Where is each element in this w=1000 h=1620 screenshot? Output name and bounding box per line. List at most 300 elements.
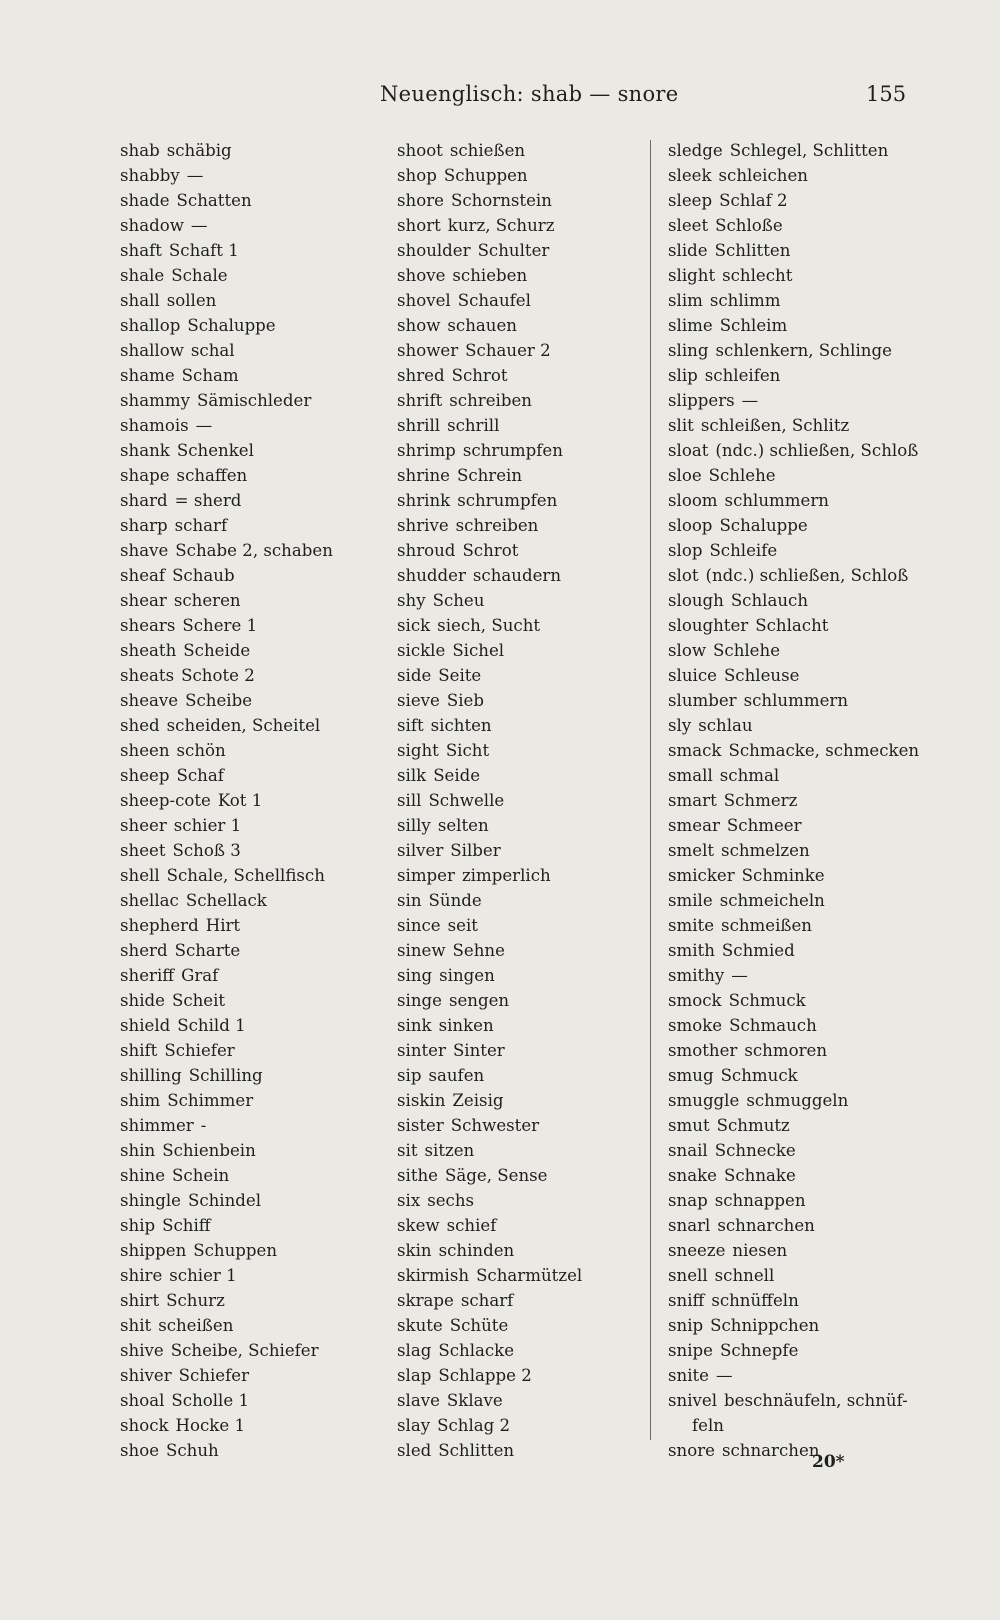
entry-translation: Schüte: [449, 1316, 509, 1335]
entry-translation: Hocke 1: [175, 1416, 246, 1435]
entry-headword: sheave: [120, 691, 179, 710]
entry-translation: schnarchen: [721, 1441, 820, 1460]
entry-translation: = sherd: [174, 491, 242, 510]
dictionary-entry: [120, 863, 380, 888]
dictionary-entry: [668, 138, 938, 163]
entry-translation: Schild 1: [177, 1016, 246, 1035]
entry-translation: Sehne: [452, 941, 505, 960]
entry-translation: schlummern: [743, 691, 849, 710]
dictionary-entry: [668, 188, 938, 213]
dictionary-entry: [397, 988, 642, 1013]
entry-headword: sleek: [668, 166, 712, 185]
entry-translation: schleißen, Schlitz: [700, 416, 850, 435]
dictionary-entry: [397, 1263, 642, 1288]
entry-translation: beschnäufeln, schnüf-: [724, 1391, 908, 1410]
entry-translation: Scheu: [432, 591, 485, 610]
entry-headword: simper: [397, 866, 455, 885]
entry-headword: shard: [120, 491, 168, 510]
entry-translation: sitzen: [424, 1141, 475, 1160]
entry-headword: sheep-cote: [120, 791, 211, 810]
entry-translation: schnüffeln: [711, 1291, 799, 1310]
dictionary-entry: [397, 413, 642, 438]
dictionary-entry: [397, 1313, 642, 1338]
entry-translation: (ndc.) schließen, Schloß: [705, 566, 909, 585]
dictionary-entry: [120, 288, 380, 313]
entry-headword: sherd: [120, 941, 168, 960]
dictionary-entry: [668, 488, 938, 513]
dictionary-entry: [668, 438, 938, 463]
entry-headword: shear: [120, 591, 167, 610]
dictionary-entry: [668, 1438, 938, 1463]
entry-headword: smile: [668, 891, 713, 910]
dictionary-entry: [397, 338, 642, 363]
entry-headword: sharp: [120, 516, 168, 535]
dictionary-entry: [397, 963, 642, 988]
entry-headword: shabby: [120, 166, 180, 185]
entry-headword: shell: [120, 866, 160, 885]
entry-headword: snarl: [668, 1216, 711, 1235]
entry-headword: shank: [120, 441, 170, 460]
entry-headword: sloom: [668, 491, 718, 510]
dictionary-entry: [120, 513, 380, 538]
entry-continuation: feln: [692, 1416, 724, 1435]
entry-headword: slave: [397, 1391, 440, 1410]
entry-headword: show: [397, 316, 441, 335]
dictionary-entry: [120, 363, 380, 388]
entry-translation: scheren: [173, 591, 241, 610]
entry-translation: Schmerz: [723, 791, 798, 810]
entry-headword: snake: [668, 1166, 717, 1185]
entry-headword: shimmer: [120, 1116, 194, 1135]
entry-translation: Hirt: [205, 916, 241, 935]
dictionary-entry: [120, 1263, 380, 1288]
dictionary-entry: [397, 938, 642, 963]
entry-translation: Sämischleder: [196, 391, 312, 410]
dictionary-entry: [397, 1188, 642, 1213]
entry-headword: smart: [668, 791, 717, 810]
entry-headword: sloe: [668, 466, 702, 485]
entry-translation: singen: [439, 966, 495, 985]
entry-headword: sithe: [397, 1166, 438, 1185]
dictionary-entry: [668, 613, 938, 638]
entry-headword: sheer: [120, 816, 167, 835]
entry-translation: schier 1: [173, 816, 242, 835]
entry-translation: saufen: [428, 1066, 485, 1085]
dictionary-entry: [120, 463, 380, 488]
entry-translation: Sklave: [446, 1391, 503, 1410]
entry-translation: Schleim: [719, 316, 788, 335]
entry-headword: sheen: [120, 741, 170, 760]
dictionary-entry: [397, 738, 642, 763]
entry-headword: snail: [668, 1141, 708, 1160]
entry-translation: Schaluppe: [719, 516, 808, 535]
entry-translation: schier 1: [169, 1266, 237, 1285]
entry-translation: Sichel: [452, 641, 505, 660]
dictionary-entry: [397, 1138, 642, 1163]
entry-headword: sister: [397, 1116, 444, 1135]
entry-headword: slide: [668, 241, 708, 260]
entry-translation: Schurz: [166, 1291, 225, 1310]
entry-headword: slot: [668, 566, 699, 585]
dictionary-entry: [120, 163, 380, 188]
entry-headword: sleep: [668, 191, 713, 210]
dictionary-entry: [120, 1113, 380, 1138]
dictionary-entry: [120, 938, 380, 963]
entry-headword: shop: [397, 166, 437, 185]
page-header-title: Neuenglisch: shab — snore: [380, 82, 679, 106]
entry-translation: schrumpfen: [462, 441, 563, 460]
entry-headword: smock: [668, 991, 722, 1010]
dictionary-entry: [397, 863, 642, 888]
entry-headword: silver: [397, 841, 444, 860]
entry-headword: skew: [397, 1216, 440, 1235]
entry-headword: six: [397, 1191, 421, 1210]
entry-headword: shape: [120, 466, 170, 485]
dictionary-entry: [397, 538, 642, 563]
dictionary-entry: [120, 1138, 380, 1163]
dictionary-entry: [120, 388, 380, 413]
entry-headword: smelt: [668, 841, 715, 860]
entry-translation: Kot 1: [217, 791, 263, 810]
column-1: [120, 138, 380, 1463]
entry-translation: Schlehe: [708, 466, 776, 485]
entry-headword: sling: [668, 341, 709, 360]
entry-translation: Schiefer: [178, 1366, 250, 1385]
entry-translation: kurz, Schurz: [447, 216, 555, 235]
entry-translation: Graf: [181, 966, 219, 985]
dictionary-entry: [397, 1288, 642, 1313]
dictionary-entry: [397, 163, 642, 188]
dictionary-entry: [397, 288, 642, 313]
dictionary-entry: [668, 688, 938, 713]
entry-translation: Schaluppe: [187, 316, 276, 335]
entry-headword: snore: [668, 1441, 715, 1460]
entry-translation: schreiben: [449, 391, 532, 410]
entry-translation: schlecht: [722, 266, 793, 285]
entry-headword: shippen: [120, 1241, 187, 1260]
dictionary-entry: [397, 513, 642, 538]
dictionary-entry: [668, 1263, 938, 1288]
entry-headword: sinter: [397, 1041, 446, 1060]
dictionary-entry: [120, 1188, 380, 1213]
entry-translation: scharf: [460, 1291, 514, 1310]
dictionary-entry: [668, 1363, 938, 1388]
dictionary-entry: [397, 1013, 642, 1038]
entry-translation: Schaf: [176, 766, 224, 785]
dictionary-entry: [120, 838, 380, 863]
dictionary-entry: [668, 388, 938, 413]
entry-headword: skirmish: [397, 1266, 470, 1285]
entry-headword: smithy: [668, 966, 725, 985]
entry-translation: —: [190, 216, 208, 235]
entry-headword: snap: [668, 1191, 708, 1210]
entry-headword: shame: [120, 366, 175, 385]
entry-headword: siskin: [397, 1091, 446, 1110]
entry-translation: Schuh: [166, 1441, 219, 1460]
entry-translation: Scham: [181, 366, 239, 385]
entry-headword: shift: [120, 1041, 158, 1060]
dictionary-entry: [668, 763, 938, 788]
entry-headword: slippers: [668, 391, 735, 410]
entry-headword: sloat: [668, 441, 709, 460]
entry-translation: Zeisig: [452, 1091, 504, 1110]
entry-headword: short: [397, 216, 441, 235]
entry-headword: shab: [120, 141, 160, 160]
entry-headword: snell: [668, 1266, 708, 1285]
entry-headword: shepherd: [120, 916, 199, 935]
entry-translation: Schrot: [462, 541, 519, 560]
dictionary-entry: [120, 1163, 380, 1188]
dictionary-entry: [120, 663, 380, 688]
dictionary-entry: [120, 1038, 380, 1063]
dictionary-entry: [668, 1038, 938, 1063]
dictionary-entry: [397, 238, 642, 263]
dictionary-entry: [397, 1213, 642, 1238]
dictionary-entry: [668, 1388, 938, 1413]
dictionary-entry: [397, 813, 642, 838]
dictionary-entry: [397, 263, 642, 288]
dictionary-entry: [120, 1238, 380, 1263]
entry-headword: smear: [668, 816, 720, 835]
entry-translation: Schminke: [741, 866, 825, 885]
dictionary-entry: [668, 313, 938, 338]
dictionary-entry: [397, 763, 642, 788]
entry-translation: Schiefer: [164, 1041, 235, 1060]
dictionary-entry: [397, 638, 642, 663]
entry-translation: Sünde: [428, 891, 482, 910]
dictionary-entry: [120, 588, 380, 613]
entry-headword: smith: [668, 941, 715, 960]
entry-headword: sit: [397, 1141, 418, 1160]
entry-translation: niesen: [732, 1241, 788, 1260]
dictionary-entry: [120, 438, 380, 463]
entry-translation: Schrein: [456, 466, 523, 485]
entry-translation: Schaub: [172, 566, 235, 585]
column-3: [668, 138, 938, 1463]
entry-headword: slap: [397, 1366, 432, 1385]
entry-translation: sinken: [438, 1016, 494, 1035]
dictionary-entry: [668, 913, 938, 938]
entry-translation: schal: [190, 341, 235, 360]
dictionary-entry: [668, 813, 938, 838]
entry-headword: sheaf: [120, 566, 166, 585]
signature-mark: 20*: [812, 1452, 845, 1472]
dictionary-entry: [668, 988, 938, 1013]
dictionary-entry: [668, 888, 938, 913]
dictionary-entry: [397, 363, 642, 388]
entry-translation: schaffen: [176, 466, 248, 485]
entry-headword: sinew: [397, 941, 446, 960]
entry-translation: Schmied: [721, 941, 795, 960]
entry-headword: sleet: [668, 216, 709, 235]
entry-headword: shammy: [120, 391, 190, 410]
entry-headword: shave: [120, 541, 169, 560]
entry-translation: Schornstein: [450, 191, 552, 210]
dictionary-entry: [668, 538, 938, 563]
dictionary-entry: [120, 413, 380, 438]
entry-headword: slim: [668, 291, 703, 310]
entry-translation: Schlacke: [438, 1341, 515, 1360]
entry-headword: sing: [397, 966, 433, 985]
entry-headword: smoke: [668, 1016, 723, 1035]
entry-headword: sill: [397, 791, 422, 810]
entry-translation: —: [716, 1366, 733, 1385]
dictionary-entry: [668, 288, 938, 313]
entry-translation: Schrot: [451, 366, 508, 385]
dictionary-entry: [120, 613, 380, 638]
dictionary-entry: [668, 1288, 938, 1313]
dictionary-entry: [120, 538, 380, 563]
entry-headword: slag: [397, 1341, 432, 1360]
entry-translation: scheißen: [158, 1316, 234, 1335]
dictionary-entry: [397, 313, 642, 338]
entry-headword: shrift: [397, 391, 443, 410]
dictionary-entry: [120, 1413, 380, 1438]
entry-headword: shroud: [397, 541, 456, 560]
entry-headword: shoe: [120, 1441, 160, 1460]
entry-headword: sickle: [397, 641, 446, 660]
entry-headword: shovel: [397, 291, 451, 310]
entry-headword: small: [668, 766, 713, 785]
column-divider: [650, 140, 651, 1440]
dictionary-entry: [397, 488, 642, 513]
entry-translation: Schmeer: [726, 816, 802, 835]
entry-headword: shower: [397, 341, 459, 360]
dictionary-entry: [397, 1388, 642, 1413]
dictionary-entry: [120, 1388, 380, 1413]
entry-translation: Sinter: [452, 1041, 505, 1060]
dictionary-entry: [668, 1313, 938, 1338]
entry-headword: shield: [120, 1016, 171, 1035]
dictionary-entry: [120, 338, 380, 363]
entry-headword: shin: [120, 1141, 156, 1160]
entry-headword: snip: [668, 1316, 704, 1335]
entry-translation: Schleuse: [723, 666, 800, 685]
entry-headword: shellac: [120, 891, 179, 910]
entry-headword: shive: [120, 1341, 164, 1360]
entry-headword: slay: [397, 1416, 431, 1435]
dictionary-entry: [120, 1063, 380, 1088]
entry-translation: Schaft 1: [168, 241, 239, 260]
entry-headword: sheep: [120, 766, 170, 785]
dictionary-entry: [120, 1438, 380, 1463]
dictionary-entry: [668, 738, 938, 763]
entry-headword: shiver: [120, 1366, 172, 1385]
entry-headword: slow: [668, 641, 707, 660]
entry-headword: snipe: [668, 1341, 713, 1360]
dictionary-entry: [668, 713, 938, 738]
entry-translation: Schuppen: [443, 166, 528, 185]
entry-headword: snivel: [668, 1391, 718, 1410]
dictionary-entry: [397, 438, 642, 463]
entry-translation: schnappen: [714, 1191, 806, 1210]
dictionary-entry: [668, 413, 938, 438]
dictionary-entry: [397, 1413, 642, 1438]
entry-headword: smug: [668, 1066, 714, 1085]
entry-headword: slough: [668, 591, 724, 610]
dictionary-entry: [397, 838, 642, 863]
entry-translation: Schoß 3: [172, 841, 241, 860]
entry-headword: sheriff: [120, 966, 175, 985]
entry-translation: Schere 1: [182, 616, 258, 635]
dictionary-entry: [397, 1163, 642, 1188]
entry-headword: smite: [668, 916, 715, 935]
dictionary-entry: [668, 563, 938, 588]
entry-translation: schnell: [714, 1266, 775, 1285]
entry-headword: shall: [120, 291, 160, 310]
entry-headword: side: [397, 666, 432, 685]
dictionary-entry: [120, 963, 380, 988]
dictionary-entry: [668, 838, 938, 863]
dictionary-entry: [120, 1313, 380, 1338]
entry-headword: shy: [397, 591, 426, 610]
entry-headword: slop: [668, 541, 703, 560]
entry-headword: sloop: [668, 516, 713, 535]
dictionary-entry: [668, 1088, 938, 1113]
entry-headword: silly: [397, 816, 431, 835]
entry-translation: Scheibe: [185, 691, 253, 710]
entry-headword: shrimp: [397, 441, 456, 460]
entry-translation: schmal: [719, 766, 780, 785]
dictionary-entry: [668, 938, 938, 963]
dictionary-entry: [120, 1363, 380, 1388]
entry-translation: scharf: [174, 516, 228, 535]
entry-headword: sniff: [668, 1291, 705, 1310]
entry-translation: Schwester: [450, 1116, 540, 1135]
dictionary-entry: [397, 1338, 642, 1363]
dictionary-entry: [120, 313, 380, 338]
entry-translation: schlummern: [724, 491, 829, 510]
dictionary-entry: [397, 788, 642, 813]
entry-translation: Schlappe 2: [438, 1366, 532, 1385]
dictionary-entry: [668, 338, 938, 363]
entry-translation: Schlitten: [714, 241, 791, 260]
entry-headword: shale: [120, 266, 165, 285]
dictionary-entry: [668, 263, 938, 288]
dictionary-entry: [668, 863, 938, 888]
entry-translation: Schleife: [709, 541, 778, 560]
dictionary-entry: [668, 638, 938, 663]
dictionary-entry: [397, 1038, 642, 1063]
entry-translation: Schnepfe: [719, 1341, 799, 1360]
dictionary-entry: [397, 1113, 642, 1138]
entry-translation: sollen: [166, 291, 217, 310]
entry-headword: slime: [668, 316, 713, 335]
dictionary-entry: [397, 1088, 642, 1113]
entry-translation: Schlacht: [755, 616, 829, 635]
entry-headword: shaft: [120, 241, 162, 260]
dictionary-entry: [397, 1438, 642, 1463]
entry-translation: Schnecke: [714, 1141, 796, 1160]
entry-translation: schäbig: [166, 141, 232, 160]
entry-translation: schief: [446, 1216, 497, 1235]
entry-translation: Schote 2: [181, 666, 255, 685]
dictionary-entry: [668, 163, 938, 188]
entry-translation: schrumpfen: [457, 491, 558, 510]
entry-translation: -: [200, 1116, 207, 1135]
entry-headword: silk: [397, 766, 427, 785]
entry-translation: Schloße: [715, 216, 783, 235]
dictionary-entry: [397, 663, 642, 688]
entry-translation: schrill: [447, 416, 500, 435]
dictionary-entry: [120, 788, 380, 813]
dictionary-entry: [397, 688, 642, 713]
entry-headword: shine: [120, 1166, 166, 1185]
entry-headword: shoot: [397, 141, 443, 160]
entry-translation: Schuppen: [193, 1241, 278, 1260]
entry-headword: shrine: [397, 466, 450, 485]
entry-translation: Schmacke, schmecken: [728, 741, 920, 760]
